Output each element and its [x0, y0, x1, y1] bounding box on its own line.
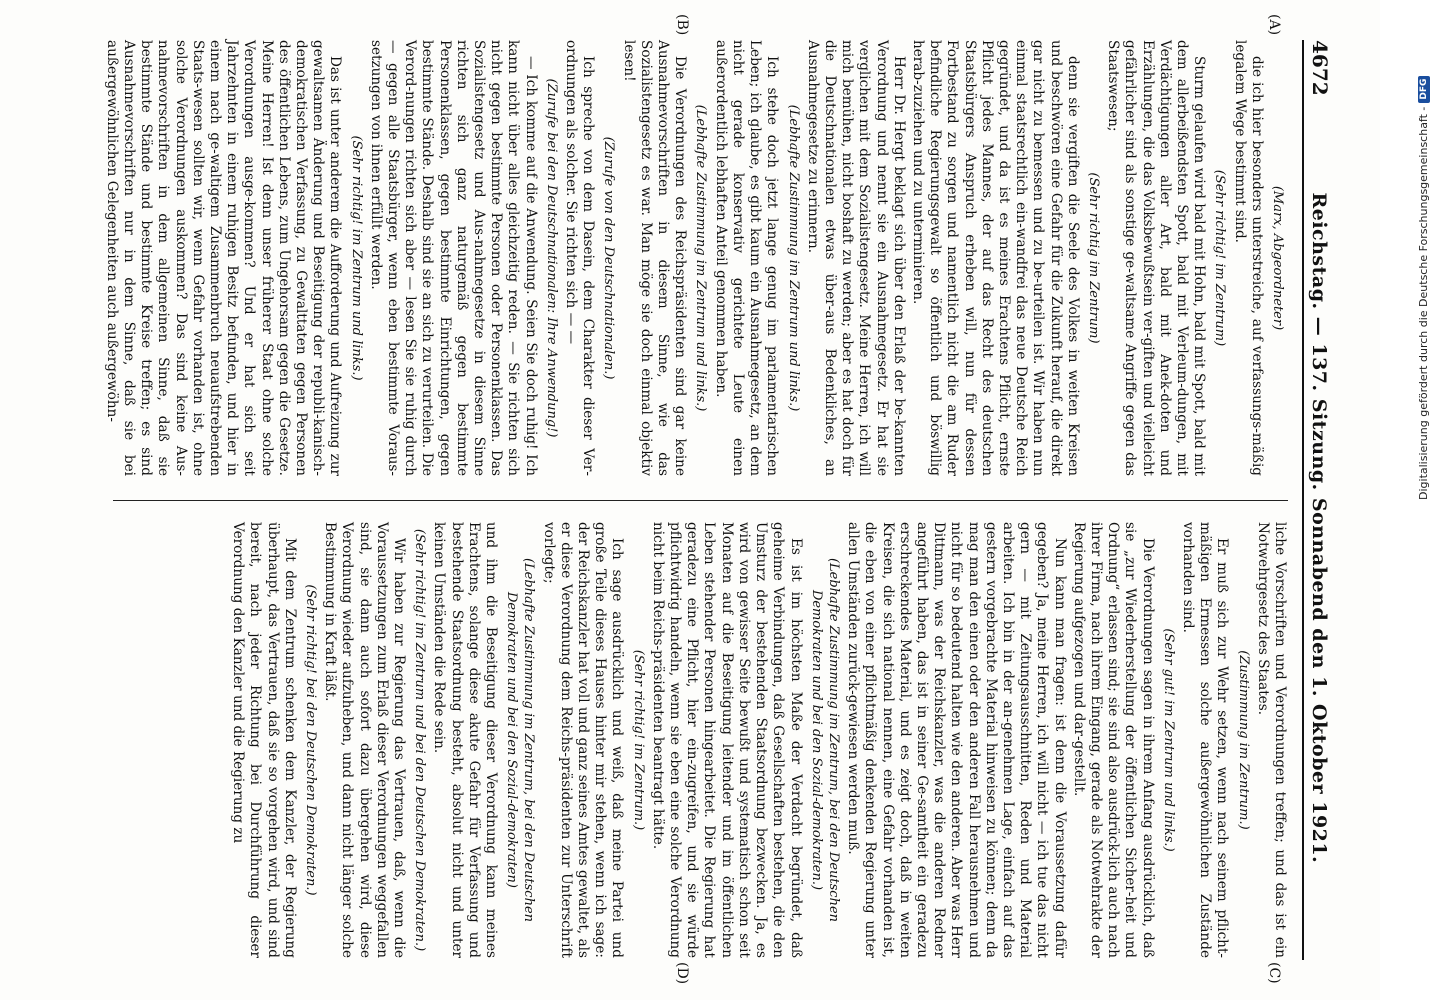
paragraph: liche Vorschriften und Verordnungen treffen; und das ist ein Notwehrgesetz des Staates. [1254, 522, 1288, 958]
interjection: (Sehr richtig! im Zentrum) [1212, 169, 1228, 347]
paragraph: Das ist unter anderem die Aufforderung und Aufreizung zur gewaltsamen Änderung und Beseitigung der republi-kanisch-demokratischen Verfassung, zu Gewalttaten gegen Personen des öffentlichen Lebens, zum Ungehorsam gegen die Gesetze. Meine Herren! Ist denn unser früherer Staat ohne solche Verordnungen ausge-kommen? Und er hat sich seit Jahrzehnten in einem ruhigen Besitz befunden, und hier in einem nach ge-waltigem Zusammenbruch neuaufstrebenden Staats-wesen sollten wir, wenn Gefahr vorhanden ist, ohne solche Verordnungen auskommen? Das sind keine Aus-nahmevorschriften in dem allgemeinen Sinne, daß sie bestimmte Stände und bestimmte Kreise treffen; es sind Ausnahmevorschriften nur in dem Sinne, daß sie bei außergewöhnlichen Gelegenheiten auch außergewöhn- [103, 40, 344, 476]
left-text-column [103, 40, 1288, 476]
paragraph: Ich sage ausdrücklich und weiß, daß meine Partei und große Teile dieses Hauses hinter mir stehen, wenn ich sage: der Reichskanzler hat voll und ganz seines Amtes gewaltet, als er diese Verordnung dem Reichs-präsidenten zur Unterschrift vorlegte; [540, 522, 626, 958]
paragraph: Wir haben zur Regierung das Vertrauen, daß, wenn die Voraussetzungen zum Erlaß dieser Verordnungen weggefallen sind, sie dann auch sofort dazu übergehen wird, diese Verordnung wieder aufzuheben, und dann nicht länger solche Bestimmung in Kraft läßt. [322, 522, 408, 958]
dfg-logo: DFG [1418, 76, 1430, 103]
paragraph: denn sie vergiften die Seele des Volkes in weiten Kreisen und beschwören eine Gefahr für die Zukunft herauf, die direkt gar nicht zu bemessen und zu be-urteilen ist. Wir haben nun einmal staatsrechtlich ein-wandfrei das neue Deutsche Reich gegründet, und da ist es meines Erachtens Pflicht, ernste Pflicht jedes Mannes, der auf das Recht des deutschen Staatsbürgers Anspruch erheben will, nun für dessen Fortbestand zu sorgen und namentlich nicht die am Ruder befindliche Regierungsgewalt so öffentlich und böswillig herab-zuziehen und zu unterminieren. [909, 40, 1081, 476]
margin-marker-b: (B) [674, 14, 690, 36]
paragraph: Nun kann man fragen: ist denn die Voraussetzung dafür gegeben? Ja, meine Herren, ich will nicht — ich tue das nicht gern — mit Zeitungsausschnitten, Reden und Material arbeiten. Ich bin in der an-genehmen Lage, einfach auf das gestern vorgebrachte Material hinweisen zu können; denn da mag man den einen oder den anderen Fall herausnehmen und nicht für so bedeutend halten wie den anderen. Aber was Herr Dittmann, was der Reichskanzler, was die anderen Redner angeführt haben, das ist in seiner Ge-samtheit ein geradezu erschreckendes Material, und es zeigt doch, daß in weiten Kreisen, die sich national nennen, eine Gefahr vorhanden ist, die eben von einer pflichtmäßig denkenden Regierung unter allen Umständen zurück-gewiesen werden muß. [845, 522, 1068, 958]
interjection: (Lebhafte Zustimmung im Zentrum, bei den Deutschen Demokraten und bei den Sozial-demokraten) [504, 557, 537, 923]
interjection: (Marx, Abgeordneter) [1270, 185, 1285, 331]
interjection: (Lebhafte Zustimmung im Zentrum, bei den Deutschen Demokraten und bei den Sozial-demokraten.) [808, 557, 841, 923]
interjection: (Sehr richtig! im Zentrum und bei den Deutschen Demokraten.) [412, 528, 428, 952]
interjection: (Sehr richtig im Zentrum) [1085, 172, 1101, 344]
interjection: (Zurufe bei den Deutschnationalen: Ihre Anwendung!) [543, 78, 559, 438]
margin-marker-d: (D) [674, 962, 690, 985]
paragraph: Sturm gelaufen wird bald mit Hohn, bald mit Spott, bald mit dem allerbeißendsten Spott, bald mit Verleum-dungen, mit Verdächtigungen aller Art, bald mit Anek-doten und Erzählungen, die das Volksbewußtsein ver-giften und vielleicht gefährlicher sind als sonstige ge-waltsame Angriffe gegen das Staatswesen; [1105, 40, 1208, 476]
page-header [1302, 40, 1342, 960]
paragraph: Die Verordnungen des Reichspräsidenten sind gar keine Ausnahmevorschriften in diesem Sinne, wie das Sozialistengesetz es war. Man möge sie doch einmal objektiv lesen! [620, 40, 689, 476]
paragraph: Die Verordnungen sagen in ihrem Anfang ausdrücklich, daß sie „zur Wiederherstellung der öffentlichen Sicher-heit und Ordnung“ erlassen sind; sie sind also ausdrück-lich auch nach ihrer Firma, nach ihrem Eingang, gerade als Notwehrakte der Regierung aufgezogen und dar-gestellt. [1070, 522, 1156, 958]
interjection: (Lebhafte Zustimmung im Zentrum und links.) [785, 104, 801, 412]
interjection: (Lebhafte Zustimmung im Zentrum und links.) [693, 104, 709, 412]
interjection: (Zurufe von den Deutschnationalen.) [601, 136, 617, 380]
paragraph: Er muß sich zur Wehr setzen, wenn nach seinem pflicht-mäßigen Ermessen solche außergewöhnlichen Zustände vorhanden sind. [1179, 522, 1231, 958]
interjection: (Sehr gut! im Zentrum und links.) [1160, 628, 1176, 852]
paragraph: Ich stehe doch jetzt lange genug im parlamentarischen Leben; ich glaube, es gibt kaum ein Ausnahmegesetz, an dem nicht gerade konservativ gerichtete Leute einen außerordentlich lebhaften Anteil genommen haben. [712, 40, 781, 476]
credit-text: Digitalisierung gefördert durch die Deutsche Forschungsgemeinschaft - [1417, 106, 1430, 500]
column-divider [113, 500, 1288, 501]
paragraph: und ihm die Beseitigung dieser Verordnung kann meines Erachtens, solange diese akute Gefahr für Verfassung und bestehende Staatsordnung besteht, absolut nicht und unter keinen Umständen die Rede sein. [431, 522, 500, 958]
interjection: (Zustimmung im Zentrum.) [1235, 650, 1251, 830]
digitization-credit [1417, 76, 1430, 500]
paragraph: Ich spreche von dem Dasein, dem Charakter dieser Ver-ordnungen als solcher. Sie richten sich — — [563, 40, 597, 476]
paragraph: Es ist im höchsten Maße der Verdacht begründet, daß geheime Verbindungen, daß Gesellschaften bestehen, die den Umsturz der bestehenden Staatsordnung bezwecken. Ja, es wird von gewisser Seite bewußt und systematisch schon seit Monaten auf die Beseitigung leitender und im öffentlichen Leben stehender Personen hingearbeitet. Die Regierung hat geradezu eine Pflicht, hier ein-zugreifen, und sie würde pflichtwidrig handeln, wenn sie eben eine solche Verordnung nicht beim Reichs-präsidenten beantragt hätte. [649, 522, 804, 958]
interjection: (Sehr richtig! im Zentrum und links.) [348, 135, 364, 381]
paragraph: — Ich komme auf die Anwendung. Seien Sie doch ruhig! Ich kann nicht über alles gleichzeitig reden. — Sie richten sich nicht gegen bestimmte Personen oder Personenklassen. Das Sozialistengesetz und Aus-nahmegesetze in diesem Sinne richten sich ganz naturgemäß gegen bestimmte Personenklassen, gegen bestimmte Einrichtungen, gegen bestimmte Stände. Deshalb sind sie an sich zu verurteilen. Die Verord-nungen richten sich aber — lesen Sie sie ruhig durch — gegen alle Staatsbürger, wenn eben bestimmte Voraus-setzungen von ihnen erfüllt werden. [367, 40, 539, 476]
paragraph: die ich hier besonders unterstreiche, auf verfassungs-mäßig legalem Wege bestimmt sind. [1231, 40, 1265, 476]
margin-marker-a: (A) [1266, 14, 1282, 36]
right-text-column [108, 522, 1288, 958]
paragraph: Mit dem Zentrum schenken dem Kanzler, der Regierung überhaupt, das Vertrauen, daß sie so vorgehen wird, und sind bereit, nach jeder Richtung bei Durchführung dieser Verordnung den Kanzler und die Regierung zu [230, 522, 298, 958]
page-title: Reichstag. — 137. Sitzung. Sonnabend den 1. Oktober 1921. [1308, 192, 1330, 864]
paragraph: Herr Dr. Hergt beklagt sich über den Erlaß der be-kannten Verordnung und nennt sie ein Ausnahmegesetz. Er hat sie verglichen mit dem Sozialistengesetz. Meine Herren, ich will mich bemühen, nicht boshaft zu werden; aber es hat doch für die Deutschnationalen etwas über-aus Bedenkliches, an Ausnahmegesetze zu erinnern. [804, 40, 907, 476]
margin-marker-c: (C) [1266, 962, 1282, 984]
page-number: 4672 [1308, 40, 1332, 96]
interjection: (Sehr richtig! bei den Deutschen Demokraten.) [303, 584, 319, 896]
interjection: (Sehr richtig! im Zentrum.) [630, 649, 646, 831]
